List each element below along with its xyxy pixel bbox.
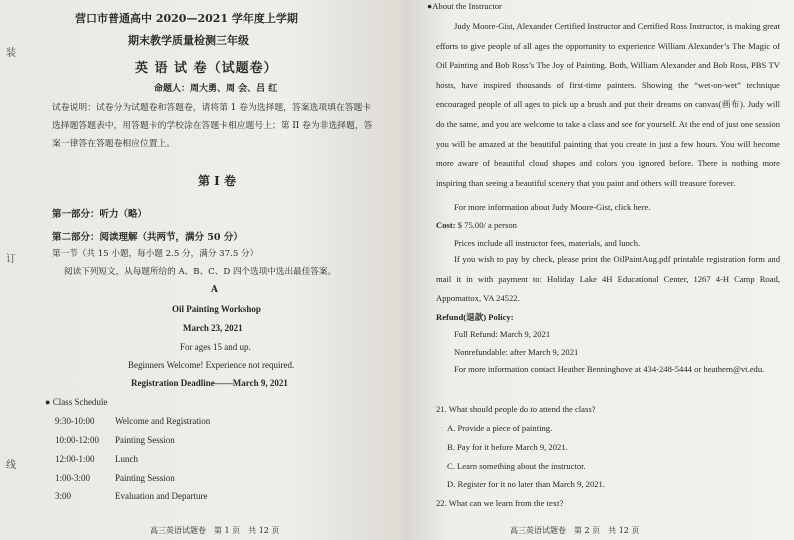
margin-mark-zhuang: 装 (6, 48, 16, 59)
workshop-date: March 23, 2021 (183, 323, 243, 333)
beginners-note: Beginners Welcome! Experience not required. (128, 360, 295, 370)
q21-option-c[interactable]: C. Learn something about the instructor. (447, 461, 586, 471)
schedule-event: Welcome and Registration (115, 416, 211, 426)
age-note: For ages 15 and up. (180, 342, 251, 352)
schedule-event: Lunch (115, 454, 138, 464)
schedule-time: 10:00-12:00 (55, 435, 99, 445)
margin-mark-xian: 线 (6, 460, 16, 471)
schedule-event: Painting Session (115, 473, 175, 483)
instructor-paragraph (436, 17, 780, 193)
schedule-event: Painting Session (115, 435, 175, 445)
right-footer: 高三英语试题卷 第 2 页 共 12 页 (510, 526, 640, 535)
part2-heading: 第二部分：阅读理解（共两节，满分 50 分） (52, 232, 243, 243)
schedule-time: 12:00-1:00 (55, 454, 95, 464)
registration-deadline: Registration Deadline——March 9, 2021 (131, 378, 288, 388)
contact-paragraph (436, 360, 780, 380)
cost-label: Cost: (436, 220, 456, 230)
instructor-heading (427, 1, 502, 11)
schedule-heading (45, 397, 107, 407)
schedule-time: 3:00 (55, 491, 72, 501)
directions: 阅读下列短文，从每题所给的 A、B、C、D 四个选项中选出最佳答案。 (64, 267, 337, 277)
nonrefundable: Nonrefundable: after March 9, 2021 (454, 347, 579, 357)
cost-value: $ 75.00/ a person (457, 220, 517, 230)
volume-title: 第 I 卷 (198, 174, 236, 188)
schedule-event: Evaluation and Departure (115, 491, 208, 501)
school-title: 营口市普通高中 2020—2021 学年度上学期 (75, 12, 298, 25)
part1-heading: 第一部分：听力（略） (52, 209, 148, 220)
question-22: 22. What can we learn from the text? (436, 498, 564, 508)
more-info[interactable]: For more information about Judy Moore-Gist, click here. (454, 202, 651, 212)
passage-label: A (211, 285, 218, 295)
schedule-row (55, 491, 207, 501)
authors: 命题人：周大勇、周 会、吕 红 (154, 84, 278, 94)
margin-mark-ding: 订 (6, 254, 16, 265)
instructor-text: Judy Moore-Gist, Alexander Certified Instructor and Certified Ross Instructor, is making great efforts to give people of all ages the opportunity to experience William Alexander’s The Magic of Oil Painting and Bob Ross’s The Joy of Painting. Both, William Alexander and Bob Ross, PBS TV hosts, have inspired thousands of first-time painters. Showing the “wet-on-wet” technique encouraged people of all ages to pick up a brush and put their dreams on canvas(画布). Judy will do the same, and you are welcome to take a class and see for yourself. At the end of just one session you will be amazed at the beautiful painting that you create in just a few hours. You will become more aware of beautiful cloud shapes and colors you ignored before. There is nothing more inspiring than seeing a beautiful scenery that you paint and others will treasure forever. (436, 21, 780, 188)
cost-line (436, 220, 517, 230)
workshop-title: Oil Painting Workshop (172, 304, 261, 314)
exam-title: 期末教学质量检测三年级 (128, 34, 249, 47)
bullet-icon: ● (45, 397, 51, 407)
refund-heading: Refund(退款) Policy: (436, 312, 514, 322)
schedule-row (55, 454, 138, 464)
schedule-row (55, 416, 210, 426)
instructions: 试卷说明：试卷分为试题卷和答题卷，请将第 1 卷为选择题，答案选项填在答题卡选择题答题表中，用答题卡的学校涂在答题卡相应题号上；第 II 卷为非选择题，答案一律答在答题卷相应位置上。 (52, 103, 373, 149)
payment-text: If you wish to pay by check, please print the OilPaintAug.pdf printable registration form and mail it in with payment to: Holiday Lake 4H Educational Center, 1267 4-H Camp Road, Appomattox, VA 24522. (436, 254, 780, 304)
schedule-heading-text: Class Schedule (52, 397, 108, 407)
bullet-icon: ● (427, 1, 433, 11)
q21-option-d[interactable]: D. Register for it no later than March 9, 2021. (447, 479, 605, 489)
contact-text: For more information contact Heather Benninghove at 434-248-5444 or heathern@vt.edu. (454, 364, 765, 374)
schedule-row (55, 435, 175, 445)
question-21: 21. What should people do to attend the class? (436, 404, 596, 414)
section1-heading: 第一节（共 15 小题，每小题 2.5 分，满分 37.5 分） (52, 249, 259, 259)
schedule-time: 9:30-10:00 (55, 416, 95, 426)
q21-option-b[interactable]: B. Pay for it before March 9, 2021. (447, 442, 568, 452)
instructor-heading-text: About the Instructor (432, 1, 502, 11)
q21-option-a[interactable]: A. Provide a piece of painting. (447, 423, 553, 433)
left-footer: 高三英语试题卷 第 1 页 共 12 页 (150, 526, 280, 535)
schedule-row (55, 473, 175, 483)
paper-title: 英 语 试 卷（试题卷） (135, 61, 278, 76)
right-page (405, 0, 794, 540)
price-note: Prices include all instructor fees, materials, and lunch. (454, 238, 641, 248)
schedule-time: 1:00-3:00 (55, 473, 90, 483)
payment-paragraph (436, 250, 780, 309)
full-refund: Full Refund: March 9, 2021 (454, 329, 551, 339)
